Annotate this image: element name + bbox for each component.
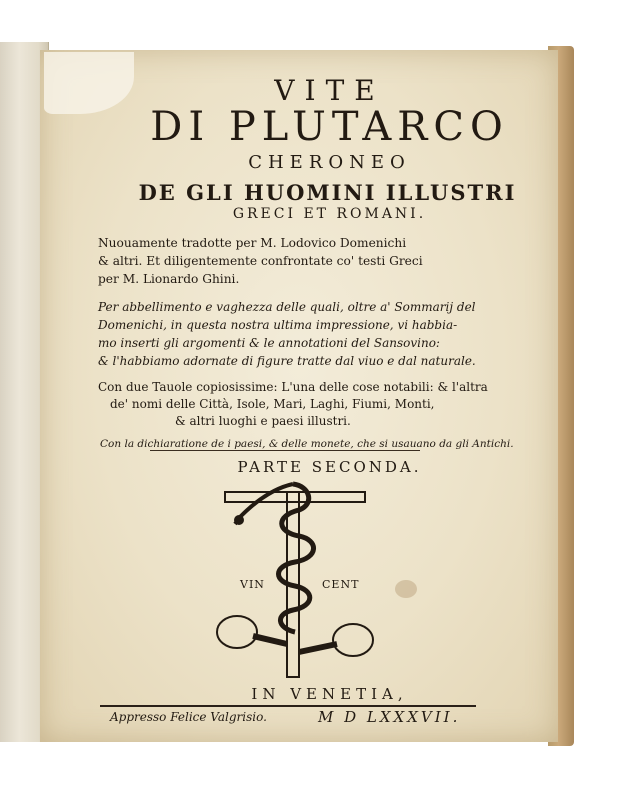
imprint-printer: Appresso Felice Valgrisio. bbox=[110, 710, 267, 724]
motto-right: CENT bbox=[322, 578, 360, 591]
title-greci-romani: GRECI ET ROMANI. bbox=[232, 206, 427, 222]
separator-rule bbox=[150, 450, 420, 451]
para3-line3: & altri luoghi e paesi illustri. bbox=[175, 414, 351, 428]
title-plutarco: DI PLUTARCO bbox=[150, 104, 509, 150]
title-cheroneo: CHERONEO bbox=[248, 152, 411, 173]
title-huomini: DE GLI HUOMINI ILLUSTRI bbox=[138, 180, 517, 205]
para1-line2: & altri. Et diligentemente confrontate co' testi Greci bbox=[98, 254, 423, 268]
ink-stain bbox=[395, 580, 417, 598]
imprint-place: IN VENETIA, bbox=[251, 685, 408, 703]
para2-line3: mo inserti gli argomenti & le annotationi del Sansovino: bbox=[98, 336, 440, 350]
hands-from-clouds-icon bbox=[217, 616, 373, 656]
para3-line1: Con due Tauole copiosissime: L'una delle cose notabili: & l'altra bbox=[98, 380, 488, 394]
para2-line4: & l'habbiamo adornate di figure tratte dal viuo e dal naturale. bbox=[98, 354, 476, 368]
title-vite: VITE bbox=[274, 74, 385, 107]
para1-line1: Nuouamente tradotte per M. Lodovico Domenichi bbox=[98, 236, 407, 250]
part-label: PARTE SECONDA. bbox=[237, 458, 422, 476]
para4-line: Con la dichiaratione de i paesi, & delle monete, che si usauano da gli Antichi. bbox=[100, 438, 514, 450]
para2-line2: Domenichi, in questa nostra ultima impressione, vi habbia- bbox=[98, 318, 458, 332]
imprint-rule bbox=[100, 705, 476, 707]
para1-line3: per M. Lionardo Ghini. bbox=[98, 272, 240, 286]
para3-line2: de' nomi delle Città, Isole, Mari, Laghi, Fiumi, Monti, bbox=[110, 397, 435, 411]
imprint-year: M D LXXXVII. bbox=[318, 708, 461, 726]
para2-line1: Per abbellimento e vaghezza delle quali, oltre a' Sommarij del bbox=[98, 300, 476, 314]
motto-left: VIN bbox=[240, 578, 265, 591]
